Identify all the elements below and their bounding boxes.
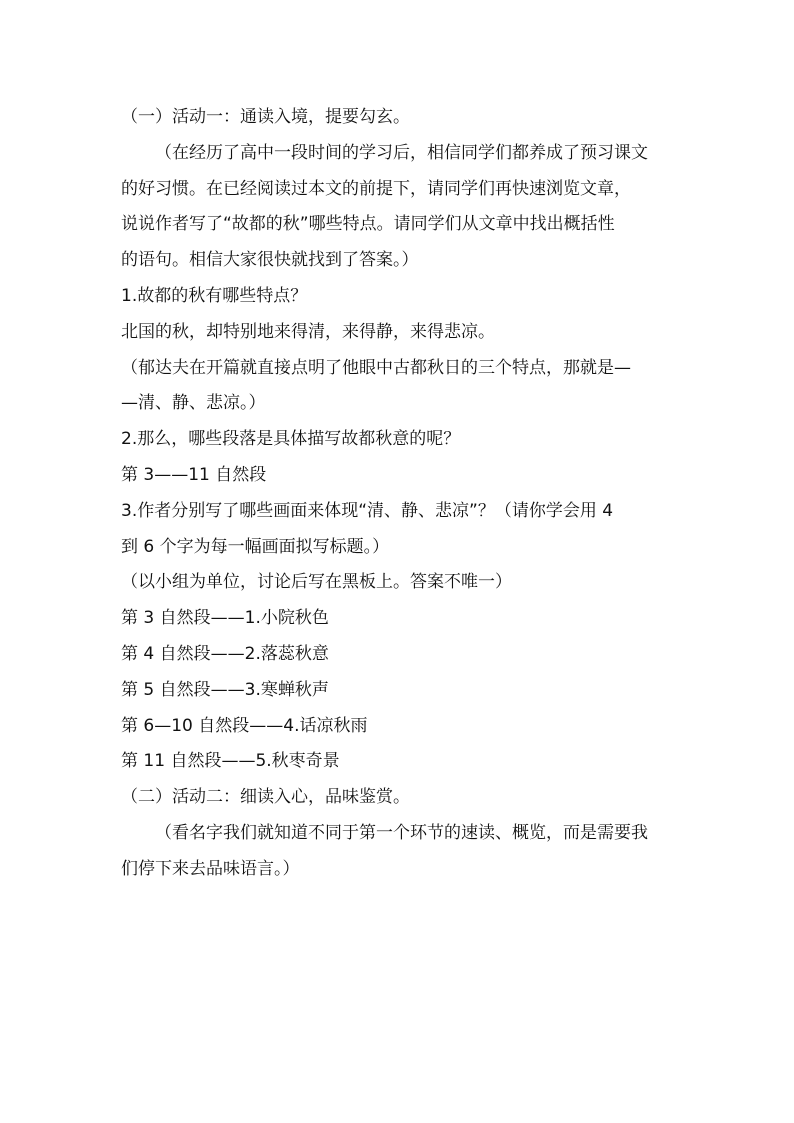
list-item: 第 11 自然段——5.秋枣奇景 bbox=[121, 751, 340, 772]
intro-paragraph-line: （在经历了高中一段时间的学习后，相信同学们都养成了预习课文 bbox=[155, 142, 648, 163]
closing-paragraph-line: （看名字我们就知道不同于第一个环节的速读、概览，而是需要我 bbox=[155, 822, 648, 843]
question-three-continued: 到 6 个字为每一幅画面拟写标题。） bbox=[121, 536, 390, 557]
answer-two: 第 3——11 自然段 bbox=[121, 464, 267, 485]
intro-paragraph-line: 的语句。相信大家很快就找到了答案。） bbox=[121, 250, 419, 271]
group-instruction: （以小组为单位，讨论后写在黑板上。答案不唯一） bbox=[121, 572, 512, 593]
list-item: 第 4 自然段——2.落蕊秋意 bbox=[121, 643, 329, 664]
question-one: 1.故都的秋有哪些特点？ bbox=[121, 285, 308, 306]
intro-paragraph-line: 说说作者写了“故都的秋”哪些特点。请同学们从文章中找出概括性 bbox=[121, 214, 615, 235]
activity-two-heading: （二）活动二：细读入心，品味鉴赏。 bbox=[121, 787, 410, 808]
list-item: 第 5 自然段——3.寒蝉秋声 bbox=[121, 679, 329, 700]
question-three: 3.作者分别写了哪些画面来体现“清、静、悲凉”？（请你学会用 4 bbox=[121, 500, 614, 521]
activity-one-heading: （一）活动一：通读入境，提要勾玄。 bbox=[121, 107, 410, 127]
answer-one: 北国的秋，却特别地来得清，来得静，来得悲凉。 bbox=[121, 321, 495, 342]
list-item: 第 6—10 自然段——4.话凉秋雨 bbox=[121, 715, 368, 736]
intro-paragraph-line: 的好习惯。在已经阅读过本文的前提下，请同学们再快速浏览文章， bbox=[121, 178, 631, 199]
closing-paragraph-line: 们停下来去品味语言。） bbox=[121, 858, 300, 879]
note-line: （郁达夫在开篇就直接点明了他眼中古都秋日的三个特点，那就是— bbox=[121, 357, 631, 378]
document-body bbox=[121, 100, 677, 888]
note-line: —清、静、悲凉。） bbox=[121, 393, 266, 414]
list-item: 第 3 自然段——1.小院秋色 bbox=[121, 608, 329, 629]
question-two: 2.那么，哪些段落是具体描写故都秋意的呢？ bbox=[121, 429, 461, 450]
